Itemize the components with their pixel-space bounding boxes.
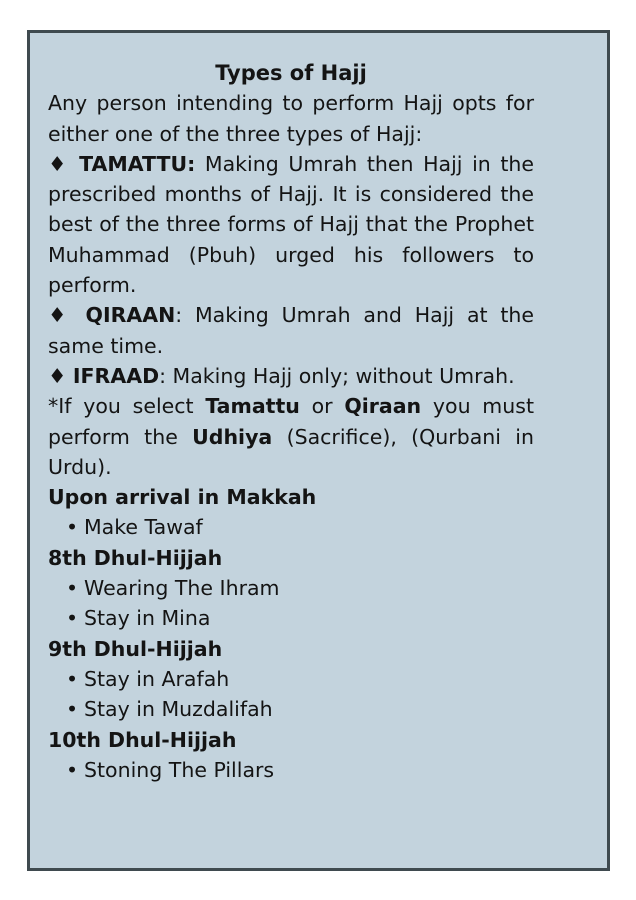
type-description: : Making Hajj only; without Umrah. [159, 363, 515, 388]
type-name: IFRAAD [72, 363, 160, 388]
bullet-icon: • [66, 576, 79, 601]
type-name: TAMATTU: [79, 151, 196, 176]
schedule-heading: 9th Dhul-Hijjah [48, 636, 223, 661]
list-item [48, 694, 534, 724]
schedule-heading: 10th Dhul-Hijjah [48, 727, 237, 752]
note-text: or [299, 394, 345, 419]
list-item [48, 755, 534, 785]
list-item-text: Stay in Mina [84, 606, 211, 631]
bullet-icon: • [66, 515, 79, 540]
note-term: Udhiya [192, 424, 273, 449]
diamond-bullet-icon: ♦ [48, 363, 67, 388]
diamond-bullet-icon: ♦ [48, 151, 70, 176]
document-body [48, 58, 534, 785]
bullet-icon: • [66, 606, 79, 631]
schedule-heading: Upon arrival in Makkah [48, 485, 317, 510]
note-text: (Sacrifice), (Qurbani in Urdu). [48, 424, 534, 479]
list-item [48, 664, 534, 694]
list-item-text: Wearing The Ihram [84, 576, 280, 601]
sacrifice-note [48, 391, 534, 482]
type-description: Making Umrah then Hajj in the prescribed months of Hajj. It is considered the best of the three forms of Hajj that the Prophet Muhammad (Pbuh) urged his followers to perform. [48, 151, 534, 298]
bullet-icon: • [66, 697, 79, 722]
list-item [48, 603, 534, 633]
list-item [48, 512, 534, 542]
list-item-text: Make Tawaf [84, 515, 203, 540]
list-item [48, 573, 534, 603]
intro-paragraph: Any person intending to perform Hajj opts for either one of the three types of Hajj: [48, 91, 534, 146]
page-title: Types of Hajj [215, 61, 367, 85]
note-text: *If you select [48, 394, 206, 419]
diamond-bullet-icon: ♦ [48, 303, 73, 328]
list-item-text: Stay in Muzdalifah [84, 697, 273, 722]
type-ifraad [48, 361, 534, 391]
type-qiraan [48, 300, 534, 361]
list-item-text: Stay in Arafah [84, 666, 230, 691]
note-term: Qiraan [344, 394, 422, 419]
note-text: you must perform the [48, 394, 534, 449]
note-term: Tamattu [205, 394, 300, 419]
type-description: : Making Umrah and Hajj at the same time. [48, 303, 534, 358]
list-item-text: Stoning The Pillars [84, 757, 275, 782]
type-name: QIRAAN [85, 303, 176, 328]
bullet-icon: • [66, 666, 79, 691]
type-tamattu [48, 149, 534, 300]
schedule-heading: 8th Dhul-Hijjah [48, 545, 223, 570]
bullet-icon: • [66, 757, 79, 782]
